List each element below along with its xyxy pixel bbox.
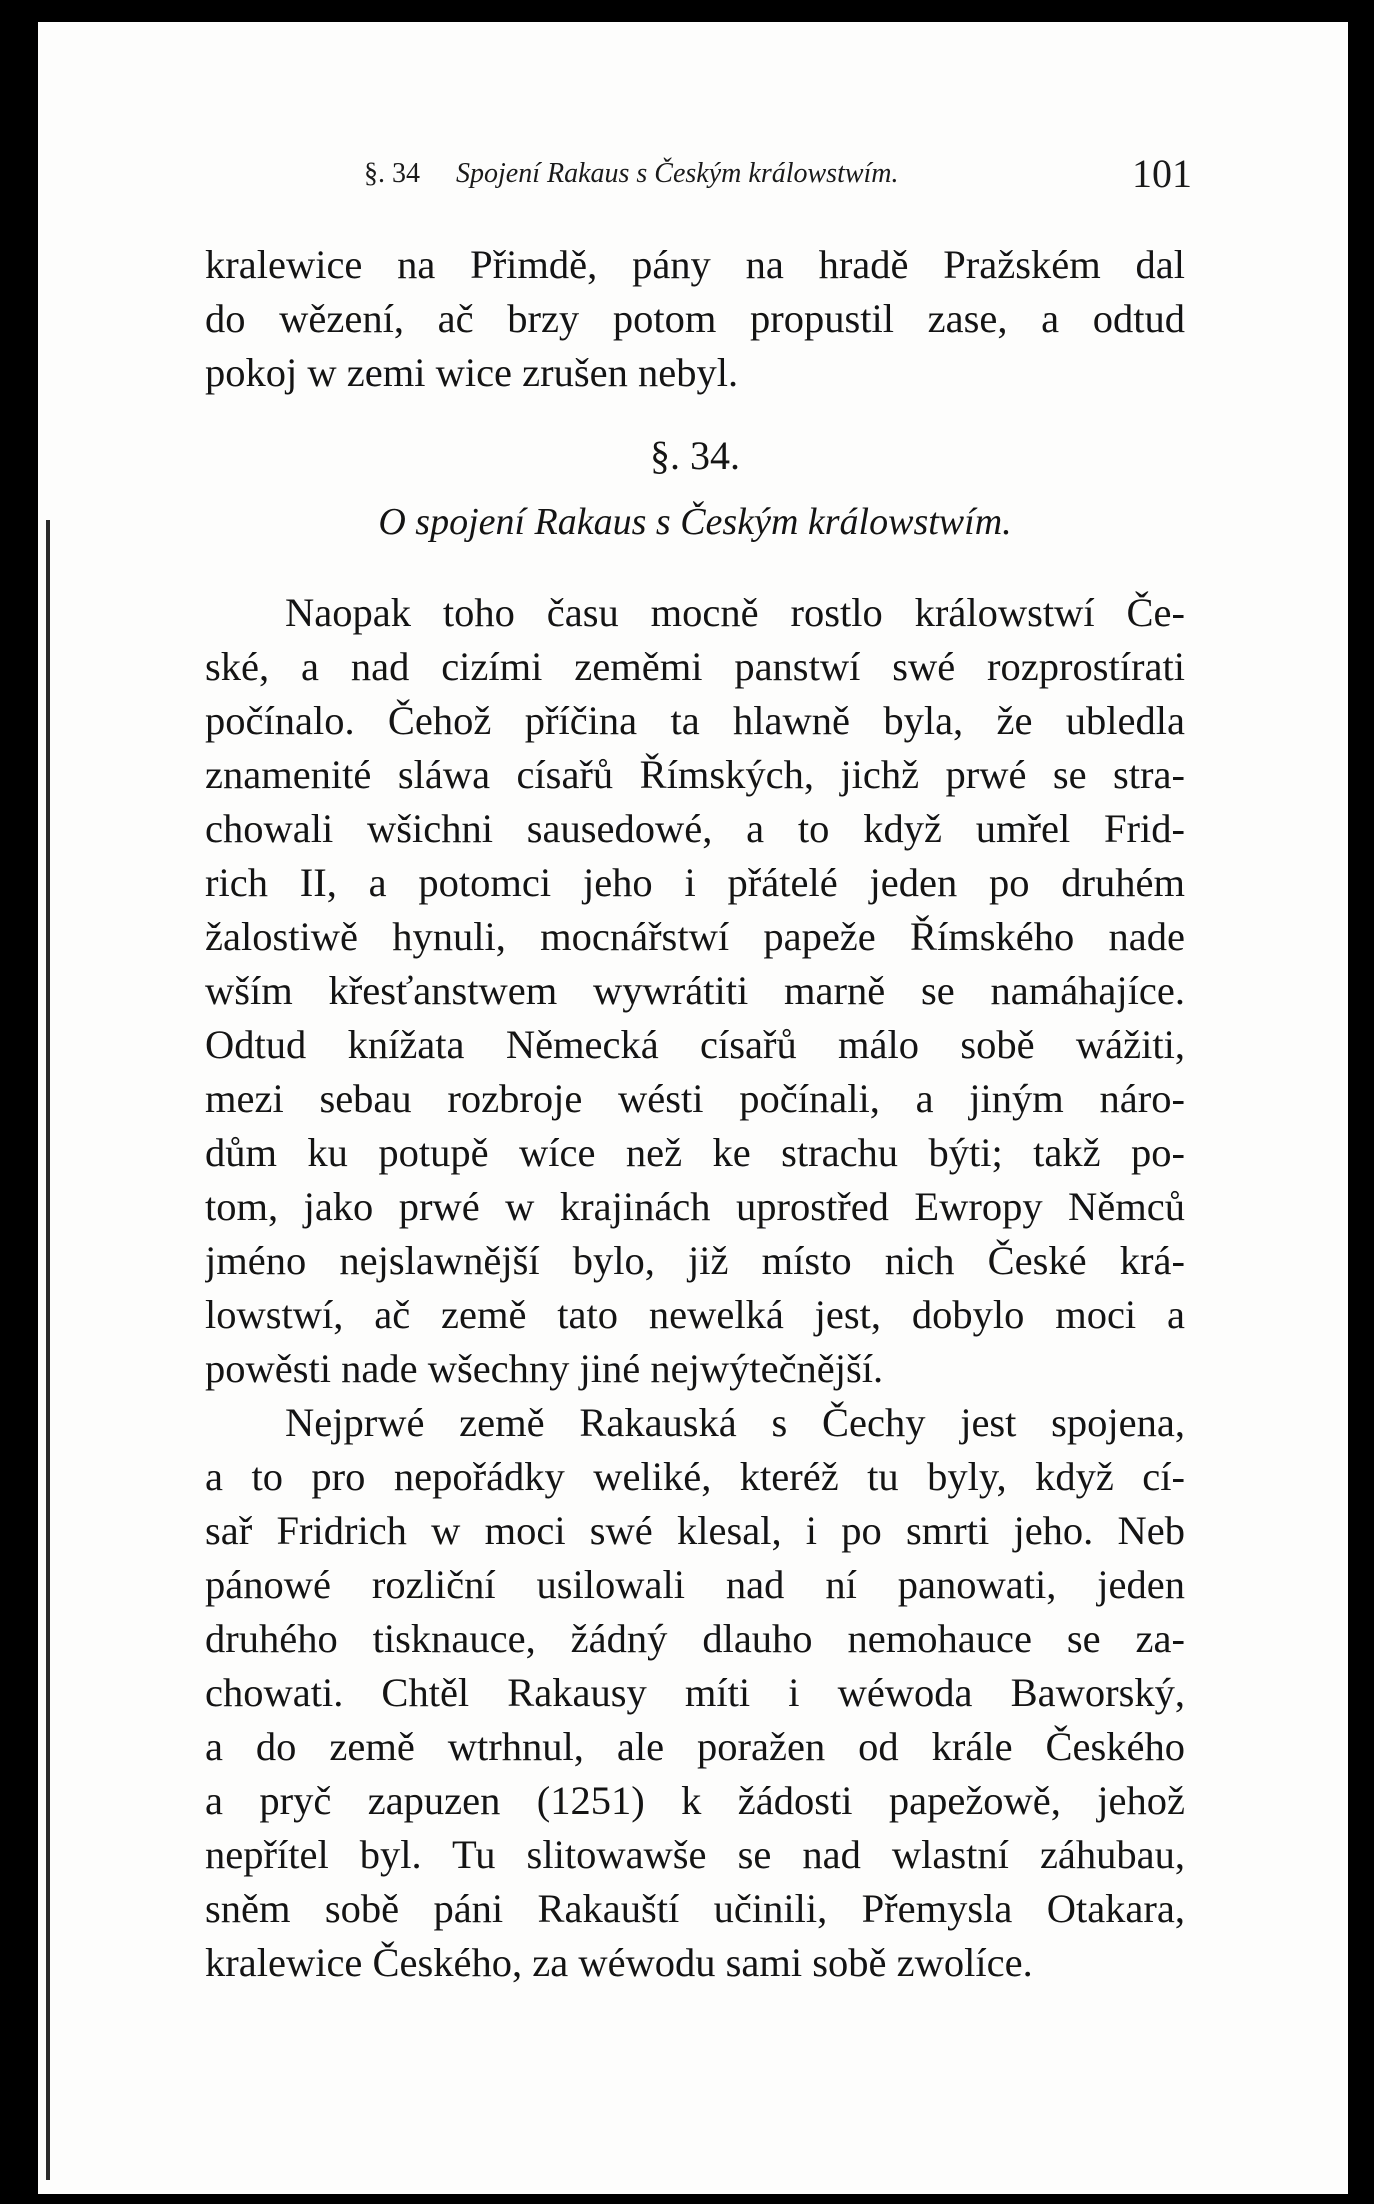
scan-edge-shadow [46,520,50,2180]
header-running-title: Spojení Rakaus s Českým králowstwím. [456,158,899,189]
header-section-mark: §. 34 [364,158,420,189]
text-line: nepřítel byl. Tu slitowawše se nad wlastní záhubau, [205,1832,1185,1877]
text-line: Odtud knížata Německá císařů málo sobě wážiti, [205,1022,1185,1067]
text-line: dům ku potupě wíce než ke strachu býti; takž po- [205,1130,1185,1175]
paragraph-2 [205,1396,1185,1990]
intro-paragraph [205,238,1185,400]
text-line: kralewice Českého, za wéwodu sami sobě zwolíce. [205,1940,1033,1985]
text-line: lowstwí, ač země tato newelká jest, dobylo moci a [205,1292,1185,1337]
text-line: ské, a nad cizími zeměmi panstwí swé rozprostírati [205,644,1185,689]
text-line: kralewice na Přimdě, pány na hradě Pražském dal [205,242,1185,287]
text-line: pánowé rozliční usilowali nad ní panowati, jeden [205,1562,1185,1607]
text-line: tom, jako prwé w krajinách uprostřed Ewropy Němců [205,1184,1185,1229]
running-header [364,150,1192,200]
text-line: a to pro nepořádky weliké, kteréž tu byly, když cí- [205,1454,1185,1499]
text-line: chowati. Chtěl Rakausy míti i wéwoda Baworský, [205,1670,1185,1715]
text-line: a pryč zapuzen (1251) k žádosti papežowě, jehož [205,1778,1185,1823]
text-line: sař Fridrich w moci swé klesal, i po smrti jeho. Neb [205,1508,1185,1553]
text-line: do wězení, ač brzy potom propustil zase, a odtud [205,296,1185,341]
section-title: O spojení Rakaus s Českým králowstwím. [378,501,1012,543]
page-number: 101 [1132,151,1192,196]
text-line: jméno nejslawnější bylo, již místo nich České krá- [205,1238,1185,1283]
text-line: počínalo. Čehož příčina ta hlawně byla, že ubledla [205,698,1185,743]
text-line: znamenité sláwa císařů Římských, jichž prwé se stra- [205,752,1185,797]
text-line: Naopak toho času mocně rostlo králowstwí Če- [285,590,1185,635]
text-line: rich II, a potomci jeho i přátelé jeden po druhém [205,860,1185,905]
text-line: powěsti nade wšechny jiné nejwýtečnější. [205,1346,884,1391]
text-line: mezi sebau rozbroje wésti počínali, a jiným náro- [205,1076,1185,1121]
text-line: druhého tisknauce, žádný dlauho nemohauce se za- [205,1616,1185,1661]
text-line: chowali wšichni sausedowé, a to když umřel Frid- [205,806,1185,851]
text-line: wším křesťanstwem wywrátiti marně se namáhajíce. [205,968,1185,1013]
section-number: §. 34. [650,433,740,478]
text-line: a do země wtrhnul, ale poražen od krále Českého [205,1724,1185,1769]
text-line: Nejprwé země Rakauská s Čechy jest spojena, [285,1400,1185,1445]
paragraph-1 [205,586,1185,1396]
text-line: žalostiwě hynuli, mocnářstwí papeže Římského nade [205,914,1185,959]
text-line: sněm sobě páni Rakauští učinili, Přemysla Otakara, [205,1886,1185,1931]
text-line: pokoj w zemi wice zrušen nebyl. [205,350,739,395]
